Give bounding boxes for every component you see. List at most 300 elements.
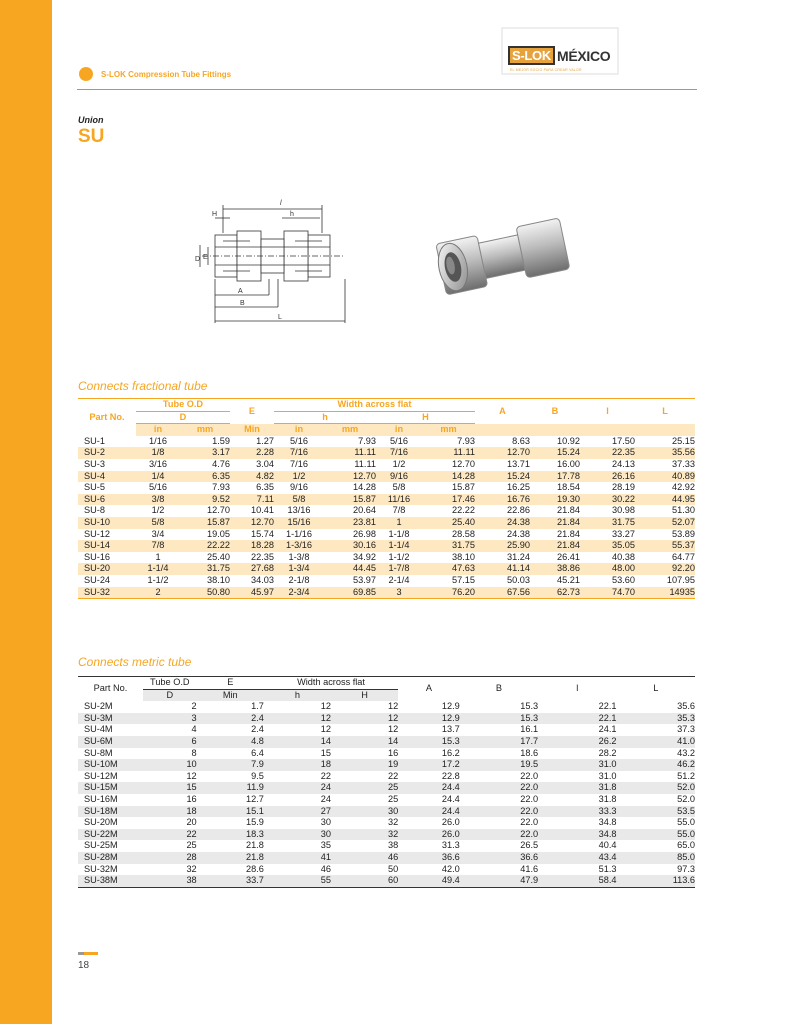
table-cell: 1.27 <box>256 435 274 446</box>
col-h-in: in <box>274 424 324 436</box>
table-cell: 24.1 <box>598 724 617 735</box>
table-cell: 15.1 <box>197 806 264 818</box>
part-number-cell: SU-32M <box>84 863 118 874</box>
table-cell: 15.9 <box>245 817 264 828</box>
part-number-cell: SU-38M <box>78 875 143 887</box>
table-cell: 1-1/16 <box>285 528 313 539</box>
page-number: 18 <box>78 960 90 971</box>
table-row <box>78 864 695 876</box>
table-cell: 42.92 <box>672 482 695 493</box>
table-cell: 33.27 <box>612 528 635 539</box>
table-cell: 16.76 <box>475 494 530 506</box>
table-cell: 15 <box>143 782 197 794</box>
table-cell: 18 <box>264 759 331 771</box>
col-bigh-mm: mm <box>422 424 475 436</box>
table-cell: 50.03 <box>507 574 530 585</box>
table-cell: 15.3 <box>520 701 539 712</box>
table-cell: 6.35 <box>180 471 230 483</box>
table-cell: 50.80 <box>180 587 230 599</box>
table-cell: 30.22 <box>580 494 635 506</box>
table-cell: 4 <box>191 724 197 735</box>
table-cell: 36.6 <box>460 852 538 864</box>
table-cell: 12 <box>387 724 399 735</box>
table-cell: 1 <box>376 517 422 529</box>
table-cell: 92.20 <box>635 563 695 575</box>
table-cell: 12.7 <box>245 793 264 804</box>
table-cell: 55.0 <box>617 829 695 841</box>
table-cell: 21.84 <box>530 517 580 529</box>
col-b: B <box>530 399 580 424</box>
drawing-label-D: D <box>195 256 201 263</box>
table-cell: 5/8 <box>274 494 324 506</box>
table-cell: 24 <box>320 793 332 804</box>
table-cell: 12 <box>264 713 331 725</box>
table-cell: 11.11 <box>422 447 475 459</box>
table-cell: 28.19 <box>612 482 635 493</box>
table-cell: 18.3 <box>197 829 264 841</box>
col-h-small: h <box>274 411 376 424</box>
table-cell: 2.28 <box>230 447 274 459</box>
table-cell: 40.4 <box>598 840 617 851</box>
table-cell: 15 <box>320 747 332 758</box>
table-cell: 31.0 <box>538 759 616 771</box>
product-type: Union <box>78 115 104 125</box>
table-cell: 51.3 <box>598 863 617 874</box>
table-cell: 15/16 <box>274 517 324 529</box>
col-a: A <box>475 399 530 424</box>
col-d: D <box>136 411 230 424</box>
part-number-cell: SU-32 <box>78 587 136 599</box>
table-cell: 45.97 <box>230 587 274 599</box>
table-cell: 22.1 <box>598 701 617 712</box>
m-col-part-no: Part No. <box>78 677 143 702</box>
table-cell: 22 <box>320 770 332 781</box>
table-cell: 2-1/8 <box>288 574 310 585</box>
part-number-cell: SU-6 <box>78 494 136 506</box>
m-col-h-small: h <box>264 689 331 701</box>
table-cell: 47.63 <box>422 563 475 575</box>
m-col-l-big: L <box>617 677 695 702</box>
m-col-a: A <box>398 677 460 702</box>
table-cell: 12.70 <box>475 447 530 459</box>
table-cell: 15.74 <box>251 528 274 539</box>
table-cell: 3 <box>143 713 197 725</box>
table-cell: 9/16 <box>376 471 422 483</box>
table-row <box>78 771 695 783</box>
table-cell: 1.59 <box>212 435 230 446</box>
drawing-label-E: E <box>203 254 208 261</box>
table-cell: 46 <box>320 863 332 874</box>
part-number-cell: SU-12M <box>84 770 118 781</box>
table-cell: 60 <box>331 875 398 887</box>
table-cell: 25.15 <box>672 435 695 446</box>
table-cell: 47.9 <box>460 875 538 887</box>
table-cell: 38.10 <box>207 574 230 585</box>
table-row <box>78 794 695 806</box>
table-cell: 7/16 <box>376 447 422 459</box>
table-cell: 1 <box>155 551 161 562</box>
table-cell: 31.3 <box>441 840 460 851</box>
col-h-big: H <box>376 411 475 424</box>
table-cell: 1-7/8 <box>376 563 422 575</box>
table-cell: 85.0 <box>617 852 695 864</box>
drawing-label-A: A <box>238 288 243 295</box>
table-cell: 1-3/16 <box>274 540 324 552</box>
table-cell: 21.84 <box>530 540 580 552</box>
table-cell: 27.68 <box>230 563 274 575</box>
table-cell: 9.5 <box>251 770 264 781</box>
table-cell: 43.2 <box>677 747 695 758</box>
table-cell: 26.98 <box>353 528 376 539</box>
table-cell: 22.35 <box>580 447 635 459</box>
table-row <box>78 840 695 852</box>
table-cell: 24.38 <box>475 517 530 529</box>
m-col-min: Min <box>197 689 264 701</box>
table-cell: 13.7 <box>441 724 460 735</box>
header-bullet-icon <box>79 67 93 81</box>
table-cell: 12 <box>186 770 197 781</box>
fractional-section-title: Connects fractional tube <box>78 379 208 393</box>
table-cell: 12.9 <box>441 701 460 712</box>
col-width-across-flat: Width across flat <box>274 399 475 412</box>
part-number-cell: SU-25M <box>84 840 118 851</box>
table-cell: 76.20 <box>422 587 475 599</box>
table-cell: 26.41 <box>557 551 580 562</box>
table-cell: 15.87 <box>324 494 376 506</box>
table-cell: 21.8 <box>245 840 264 851</box>
table-row <box>78 459 695 471</box>
table-cell: 3/4 <box>151 528 165 539</box>
col-tube-od: Tube O.D <box>136 399 230 412</box>
table-cell: 28.2 <box>598 747 617 758</box>
table-cell: 28 <box>143 852 197 864</box>
table-cell: 27 <box>264 806 331 818</box>
col-d-mm: mm <box>180 424 230 436</box>
table-cell: 5/8 <box>392 482 406 493</box>
table-cell: 7.9 <box>197 759 264 771</box>
table-cell: 14.28 <box>353 482 376 493</box>
table-cell: 22.0 <box>520 770 539 781</box>
table-row <box>78 806 695 818</box>
table-cell: 7.93 <box>457 435 475 446</box>
table-cell: 3 <box>376 587 422 599</box>
table-cell: 1/16 <box>149 435 167 446</box>
table-cell: 30.16 <box>324 540 376 552</box>
table-cell: 16.2 <box>441 747 460 758</box>
table-cell: 1-1/4 <box>136 563 180 575</box>
col-h-mm: mm <box>324 424 376 436</box>
table-cell: 12.70 <box>324 471 376 483</box>
table-cell: 31.8 <box>538 782 616 794</box>
table-cell: 55.37 <box>635 540 695 552</box>
table-cell: 26.0 <box>441 817 460 828</box>
table-cell: 24.4 <box>398 782 460 794</box>
table-cell: 22 <box>387 770 399 781</box>
header-divider <box>77 89 697 90</box>
table-cell: 33.3 <box>538 806 616 818</box>
table-cell: 22.86 <box>507 505 530 516</box>
product-code: SU <box>78 126 105 147</box>
table-cell: 8 <box>191 747 197 758</box>
table-cell: 35.56 <box>635 447 695 459</box>
table-cell: 15.24 <box>530 447 580 459</box>
table-cell: 58.4 <box>538 875 616 887</box>
table-cell: 1-1/4 <box>376 540 422 552</box>
table-cell: 5/16 <box>149 482 167 493</box>
table-cell: 41.14 <box>475 563 530 575</box>
table-cell: 24.4 <box>398 806 460 818</box>
table-cell: 49.4 <box>398 875 460 887</box>
table-cell: 35.05 <box>580 540 635 552</box>
drawing-label-L: L <box>278 314 282 321</box>
table-cell: 17.46 <box>422 494 475 506</box>
side-accent-bar <box>0 0 52 1024</box>
table-cell: 31.75 <box>180 563 230 575</box>
brand-logo <box>496 24 624 78</box>
table-cell: 18.28 <box>230 540 274 552</box>
table-cell: 16.25 <box>507 482 530 493</box>
table-cell: 22.0 <box>460 782 538 794</box>
table-cell: 9.52 <box>180 494 230 506</box>
table-cell: 17.2 <box>398 759 460 771</box>
table-cell: 26.0 <box>398 829 460 841</box>
table-cell: 53.60 <box>612 574 635 585</box>
table-cell: 21.84 <box>557 505 580 516</box>
table-cell: 17.50 <box>612 435 635 446</box>
table-cell: 6.35 <box>256 482 274 493</box>
table-cell: 1/8 <box>136 447 180 459</box>
table-cell: 19.05 <box>207 528 230 539</box>
drawing-label-B: B <box>240 300 245 307</box>
table-cell: 22.0 <box>460 806 538 818</box>
table-cell: 46.2 <box>617 759 695 771</box>
table-cell: 30 <box>331 806 398 818</box>
table-cell: 50 <box>387 863 399 874</box>
table-cell: 2-1/4 <box>388 574 410 585</box>
drawing-label-l: l <box>280 200 282 207</box>
table-cell: 36.6 <box>398 852 460 864</box>
part-number-cell: SU-24 <box>84 574 111 585</box>
table-cell: 10.41 <box>251 505 274 516</box>
table-cell: 10 <box>143 759 197 771</box>
table-cell: 48.00 <box>580 563 635 575</box>
table-cell: 18.54 <box>557 482 580 493</box>
table-cell: 1-3/4 <box>274 563 324 575</box>
table-cell: 74.70 <box>580 587 635 599</box>
logo-tagline: EL MEJOR SOCIO PARA CREAR VALOR <box>510 68 582 72</box>
part-number-cell: SU-3M <box>78 713 143 725</box>
table-cell: 19 <box>331 759 398 771</box>
table-cell: 23.81 <box>324 517 376 529</box>
part-number-cell: SU-10M <box>78 759 143 771</box>
table-cell: 1-1/8 <box>388 528 410 539</box>
table-cell: 38.86 <box>530 563 580 575</box>
table-cell: 4.8 <box>197 736 264 748</box>
header-section-title: S-LOK Compression Tube Fittings <box>101 70 232 79</box>
table-cell: 22.35 <box>251 551 274 562</box>
table-cell: 26.16 <box>580 471 635 483</box>
table-cell: 34.8 <box>598 817 617 828</box>
table-row <box>78 575 695 587</box>
table-cell: 34.92 <box>353 551 376 562</box>
table-cell: 7/8 <box>136 540 180 552</box>
table-cell: 67.56 <box>475 587 530 599</box>
table-cell: 69.85 <box>324 587 376 599</box>
table-cell: 22.0 <box>460 829 538 841</box>
table-cell: 14 <box>264 736 331 748</box>
drawing-label-H: H <box>212 211 218 218</box>
table-cell: 43.4 <box>538 852 616 864</box>
part-number-cell: SU-5 <box>84 482 105 493</box>
part-number-cell: SU-1 <box>84 435 105 446</box>
table-cell: 11.11 <box>354 458 376 469</box>
table-cell: 22 <box>143 829 197 841</box>
part-number-cell: SU-2 <box>78 447 136 459</box>
table-cell: 34.03 <box>251 574 274 585</box>
table-cell: 46 <box>331 852 398 864</box>
table-cell: 15.3 <box>398 736 460 748</box>
table-cell: 24.13 <box>612 458 635 469</box>
union-product-photo <box>430 212 580 302</box>
table-row <box>78 563 695 575</box>
table-cell: 30 <box>320 817 332 828</box>
m-col-b: B <box>460 677 538 702</box>
table-cell: 44.45 <box>324 563 376 575</box>
table-cell: 1/2 <box>274 471 324 483</box>
part-number-cell: SU-22M <box>78 829 143 841</box>
table-cell: 31.8 <box>598 793 617 804</box>
drawing-label-h: h <box>290 211 294 218</box>
table-row <box>78 759 695 771</box>
table-cell: 30.98 <box>612 505 635 516</box>
col-l-small: l <box>580 399 635 424</box>
table-cell: 25.90 <box>475 540 530 552</box>
table-cell: 65.0 <box>677 840 695 851</box>
part-number-cell: SU-15M <box>78 782 143 794</box>
table-cell: 97.3 <box>677 863 695 874</box>
table-cell: 25.40 <box>207 551 230 562</box>
col-bigh-in: in <box>376 424 422 436</box>
table-cell: 13/16 <box>287 505 311 516</box>
table-cell: 7.93 <box>358 435 376 446</box>
part-number-cell: SU-16M <box>84 793 118 804</box>
table-cell: 41.0 <box>617 736 695 748</box>
table-row <box>78 587 695 599</box>
table-cell: 15.24 <box>475 471 530 483</box>
table-cell: 25 <box>387 793 399 804</box>
part-number-cell: SU-12 <box>84 528 111 539</box>
table-row <box>78 517 695 529</box>
table-cell: 35.6 <box>677 701 695 712</box>
table-cell: 32 <box>387 817 399 828</box>
m-col-l-small: l <box>538 677 616 702</box>
table-row <box>78 471 695 483</box>
table-cell: 1-1/2 <box>388 551 410 562</box>
table-cell: 4.76 <box>212 458 230 469</box>
table-cell: 20 <box>186 817 197 828</box>
table-cell: 20.64 <box>353 505 376 516</box>
part-number-cell: SU-16 <box>84 551 111 562</box>
table-cell: 12.70 <box>207 505 230 516</box>
table-cell: 24 <box>264 782 331 794</box>
table-cell: 31.75 <box>422 540 475 552</box>
table-cell: 7/16 <box>274 447 324 459</box>
table-cell: 2-3/4 <box>274 587 324 599</box>
table-cell: 26.2 <box>538 736 616 748</box>
table-cell: 25.40 <box>422 517 475 529</box>
table-cell: 3/8 <box>136 494 180 506</box>
part-number-cell: SU-20M <box>84 817 118 828</box>
table-cell: 17.7 <box>460 736 538 748</box>
part-number-cell: SU-4M <box>84 724 113 735</box>
col-l-big: L <box>635 399 695 424</box>
table-cell: 10.92 <box>557 435 580 446</box>
table-cell: 14 <box>331 736 398 748</box>
table-cell: 40.38 <box>612 551 635 562</box>
table-cell: 55.0 <box>677 817 695 828</box>
table-cell: 7/16 <box>290 458 308 469</box>
table-cell: 16.1 <box>520 724 539 735</box>
table-cell: 53.97 <box>353 574 376 585</box>
part-number-cell: SU-2M <box>84 701 113 712</box>
m-col-tube-od: Tube O.D <box>143 677 197 690</box>
table-row <box>78 447 695 459</box>
table-cell: 11/16 <box>376 494 422 506</box>
table-cell: 52.0 <box>617 782 695 794</box>
table-cell: 13.71 <box>507 458 530 469</box>
table-cell: 17.78 <box>530 471 580 483</box>
m-col-h-big: H <box>331 689 398 701</box>
table-row <box>78 724 695 736</box>
col-e: E <box>230 399 274 424</box>
table-cell: 18.6 <box>520 747 539 758</box>
metric-table <box>78 676 695 888</box>
table-row <box>78 505 695 517</box>
table-cell: 34.8 <box>538 829 616 841</box>
col-e-min: Min <box>230 424 274 436</box>
table-cell: 41 <box>264 852 331 864</box>
table-cell: 37.33 <box>672 458 695 469</box>
table-row <box>78 482 695 494</box>
table-cell: 4.82 <box>230 471 274 483</box>
m-col-d: D <box>143 689 197 701</box>
table-cell: 1/2 <box>392 458 406 469</box>
part-number-cell: SU-28M <box>78 852 143 864</box>
table-cell: 5/16 <box>290 435 308 446</box>
table-cell: 28.58 <box>452 528 475 539</box>
table-cell: 35.3 <box>617 713 695 725</box>
page-marker-grey <box>78 952 84 955</box>
table-cell: 22.8 <box>441 770 460 781</box>
table-cell: 6.4 <box>251 747 264 758</box>
table-cell: 40.89 <box>635 471 695 483</box>
table-row <box>78 540 695 552</box>
table-row <box>78 713 695 725</box>
table-cell: 28.6 <box>245 863 264 874</box>
part-number-cell: SU-8M <box>84 747 113 758</box>
table-cell: 44.95 <box>635 494 695 506</box>
table-cell: 1.7 <box>251 701 264 712</box>
table-cell: 12 <box>320 724 332 735</box>
table-cell: 55 <box>264 875 331 887</box>
table-cell: 15.87 <box>452 482 475 493</box>
table-cell: 7.11 <box>230 494 274 506</box>
table-cell: 52.07 <box>635 517 695 529</box>
table-cell: 64.77 <box>672 551 695 562</box>
table-cell: 5/16 <box>390 435 408 446</box>
table-cell: 52.0 <box>677 793 695 804</box>
logo-brand-text: S-LOK <box>508 46 555 65</box>
